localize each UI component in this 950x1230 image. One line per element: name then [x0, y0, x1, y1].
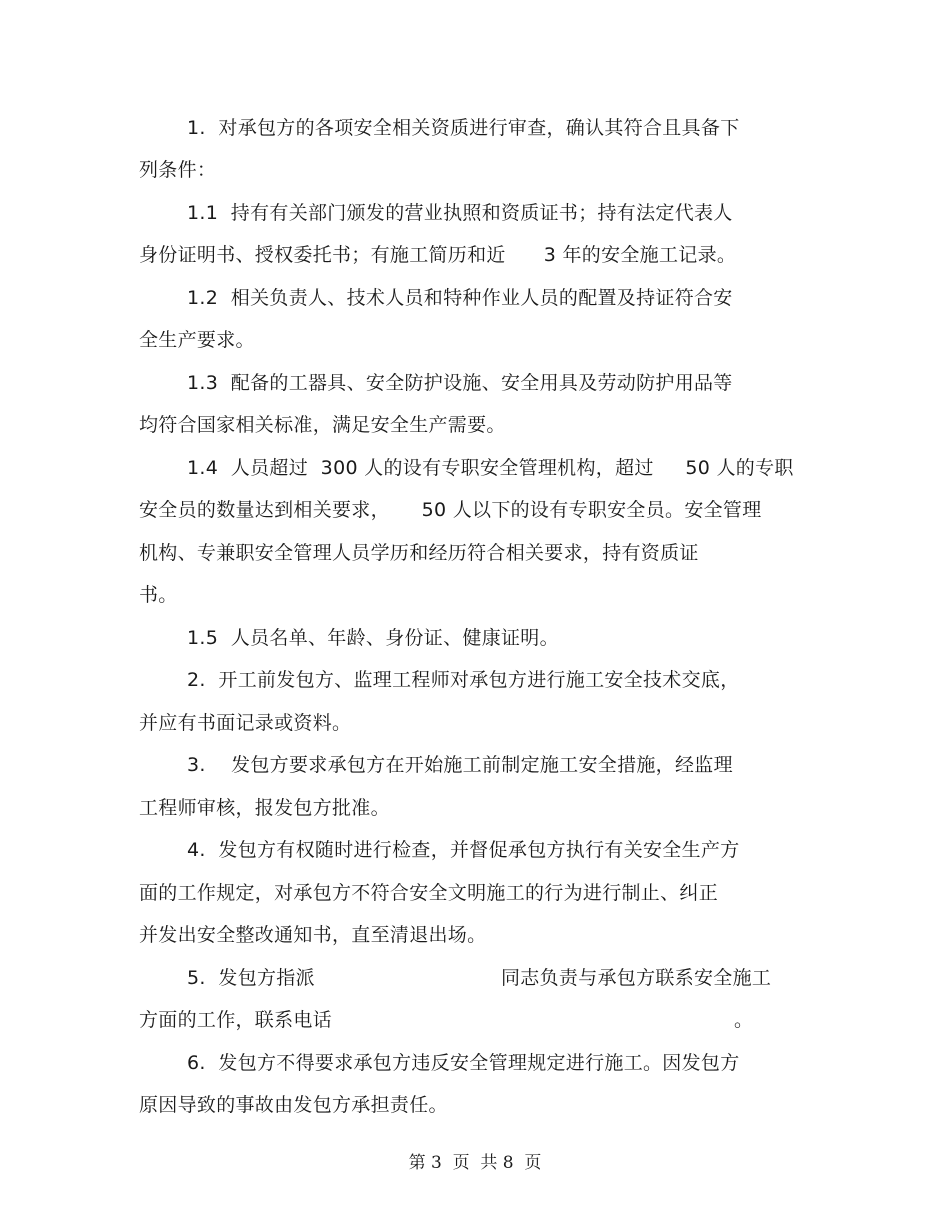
- item-1-4-line-3: 机构、专兼职安全管理人员学历和经历符合相关要求，持有资质证: [139, 542, 699, 564]
- page-footer: 第 3 页 共 8 页: [408, 1153, 542, 1173]
- item-5-line-2-end: 。: [734, 1009, 754, 1031]
- item-1-line-2: 列条件：: [139, 159, 217, 181]
- item-2-line-1: 2. 开工前发包方、监理工程师对承包方进行施工安全技术交底，: [187, 669, 740, 691]
- item-1-3-line-2: 均符合国家相关标准，满足安全生产需要。: [139, 414, 506, 436]
- item-6-line-2: 原因导致的事故由发包方承担责任。: [139, 1094, 448, 1116]
- item-4-line-2: 面的工作规定，对承包方不符合安全文明施工的行为进行制止、纠正: [139, 882, 719, 904]
- item-5-line-1: 5. 发包方指派: [187, 967, 315, 989]
- item-1-5-line-1: 1.5 人员名单、年龄、身份证、健康证明。: [187, 627, 559, 649]
- item-1-4-line-2: 安全员的数量达到相关要求， 50 人以下的设有专职安全员。安全管理: [139, 499, 762, 521]
- item-1-4-line-4: 书。: [139, 584, 178, 606]
- item-3-line-1: 3. 发包方要求承包方在开始施工前制定施工安全措施，经监理: [187, 754, 733, 776]
- item-1-3-line-1: 1.3 配备的工器具、安全防护设施、安全用具及劳动防护用品等: [187, 372, 733, 394]
- item-1-2-line-2: 全生产要求。: [139, 329, 255, 351]
- item-1-1-line-1: 1.1 持有有关部门颁发的营业执照和资质证书；持有法定代表人: [187, 202, 733, 224]
- item-1-line-1: 1. 对承包方的各项安全相关资质进行审查，确认其符合且具备下: [187, 117, 740, 139]
- item-2-line-2: 并应有书面记录或资料。: [139, 712, 352, 734]
- item-6-line-1: 6. 发包方不得要求承包方违反安全管理规定进行施工。因发包方: [187, 1052, 740, 1074]
- item-4-line-3: 并发出安全整改通知书，直至清退出场。: [139, 924, 487, 946]
- item-3-line-2: 工程师审核，报发包方批准。: [139, 797, 390, 819]
- item-5-line-1-after-blank: 同志负责与承包方联系安全施工: [501, 967, 772, 989]
- item-4-line-1: 4. 发包方有权随时进行检查，并督促承包方执行有关安全生产方: [187, 839, 740, 861]
- item-5-line-2: 方面的工作，联系电话: [139, 1009, 333, 1031]
- item-1-2-line-1: 1.2 相关负责人、技术人员和特种作业人员的配置及持证符合安: [187, 287, 733, 309]
- item-1-4-line-1: 1.4 人员超过 300 人的设有专职安全管理机构，超过 50 人的专职: [187, 457, 794, 479]
- item-1-1-line-2: 身份证明书、授权委托书；有施工简历和近 3 年的安全施工记录。: [139, 244, 737, 266]
